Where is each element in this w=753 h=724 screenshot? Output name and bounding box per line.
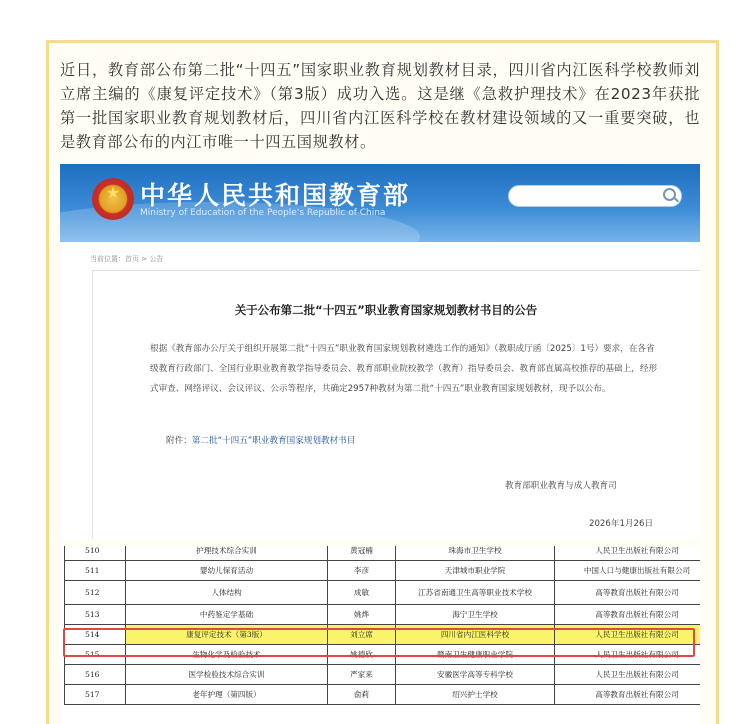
row-number: 510 (65, 546, 126, 561)
book-title: 中药鉴定学基础 (126, 605, 328, 625)
book-publisher: 人民卫生出版社有限公司 (555, 665, 701, 685)
book-publisher: 人民卫生出版社有限公司 (555, 546, 701, 561)
breadcrumb: 当前位置：首页 > 公告 (90, 255, 164, 263)
book-title: 护理技术综合实训 (126, 546, 328, 561)
book-school: 江苏省南通卫生高等职业技术学校 (396, 581, 555, 605)
book-title: 老年护理（第四版） (126, 685, 328, 705)
site-search-input[interactable] (508, 185, 682, 207)
article-paragraph: 近日，教育部公布第二批“十四五”国家职业教育规划教材目录，四川省内江医科学校教师刘立席主编的《康复评定技术》（第3版）成功入选。这是继《急救护理技术》在2023年获批第一批国家职业教育规划教材后，四川省内江医科学校在教材建设领域的又一重要突破，也是教育部公布的内江市唯一十四五国规教材。 (60, 61, 700, 151)
row-number: 515 (65, 645, 126, 665)
book-editor: 李彦 (328, 561, 396, 581)
attachment-label: 附件： (166, 436, 192, 446)
table-row (65, 605, 701, 625)
row-number: 517 (65, 685, 126, 705)
book-school: 天津城市职业学院 (396, 561, 555, 581)
book-editor: 黄冠楠 (328, 546, 396, 561)
row-number: 512 (65, 581, 126, 605)
table-row (65, 546, 701, 561)
book-publisher: 高等教育出版社有限公司 (555, 685, 701, 705)
book-school: 海宁卫生学校 (396, 605, 555, 625)
book-title: 医学检验技术综合实训 (126, 665, 328, 685)
ministry-banner (60, 164, 700, 242)
ministry-site-title: 中华人民共和国教育部 (140, 181, 411, 210)
notice-title: 关于公布第二批“十四五”职业教育国家规划教材书目的公告 (234, 303, 538, 317)
highlight-box (63, 628, 695, 657)
book-school: 绍兴护士学校 (396, 685, 555, 705)
national-emblem-icon: ★ (92, 178, 134, 220)
table-row (65, 581, 701, 605)
book-school: 赣南卫生健康职业学院 (396, 645, 555, 665)
attachment-link[interactable]: 第二批“十四五”职业教育国家规划教材书目 (191, 436, 356, 446)
book-editor: 俞莉 (328, 685, 396, 705)
ministry-site-subtitle: Ministry of Education of the People's Republic of China (140, 208, 386, 218)
book-publisher: 高等教育出版社有限公司 (555, 581, 701, 605)
book-school: 珠海市卫生学校 (396, 546, 555, 561)
book-title: 生物化学及检验技术 (126, 645, 328, 665)
table-row (65, 665, 701, 685)
notice-panel (92, 270, 700, 538)
book-school: 四川省内江医科学校 (396, 625, 555, 645)
book-title: 康复评定技术（第3版） (126, 625, 328, 645)
book-editor: 姚德欣 (328, 645, 396, 665)
row-number: 514 (65, 625, 126, 645)
book-editor: 成敏 (328, 581, 396, 605)
ministry-notice-screenshot (60, 164, 700, 538)
book-school: 安徽医学高等专科学校 (396, 665, 555, 685)
table-row (65, 561, 701, 581)
book-publisher: 中国人口与健康出版社有限公司 (555, 561, 701, 581)
book-title: 人体结构 (126, 581, 328, 605)
book-editor: 姚烨 (328, 605, 396, 625)
notice-body: 根据《教育部办公厅关于组织开展第二批“十四五”职业教育国家规划教材遴选工作的通知》（教职成厅函〔2025〕1号）要求，在各省级教育行政部门、全国行业职业教育教学指导委员会、教育部职业院校教学（教育）指导委员会、教育部直属高校推荐的基础上，经形式审查、网络评议、会议评议、公示等程序，共确定2957种教材为第二批“十四五”职业教育国家规划教材，现予以公布。 (150, 344, 658, 394)
book-publisher: 人民卫生出版社有限公司 (555, 645, 701, 665)
row-number: 511 (65, 561, 126, 581)
notice-issuer: 教育部职业教育与成人教育司 (505, 481, 617, 491)
book-publisher: 高等教育出版社有限公司 (555, 605, 701, 625)
book-publisher: 人民卫生出版社有限公司 (555, 625, 701, 645)
row-number: 513 (65, 605, 126, 625)
notice-date: 2026年1月26日 (589, 519, 654, 529)
attachment-line (166, 434, 355, 446)
row-number: 516 (65, 665, 126, 685)
search-icon[interactable] (663, 188, 676, 201)
table-row (65, 685, 701, 705)
textbook-table (64, 546, 700, 705)
book-title: 婴幼儿保育活动 (126, 561, 328, 581)
book-editor: 严家来 (328, 665, 396, 685)
book-editor: 刘立席 (328, 625, 396, 645)
